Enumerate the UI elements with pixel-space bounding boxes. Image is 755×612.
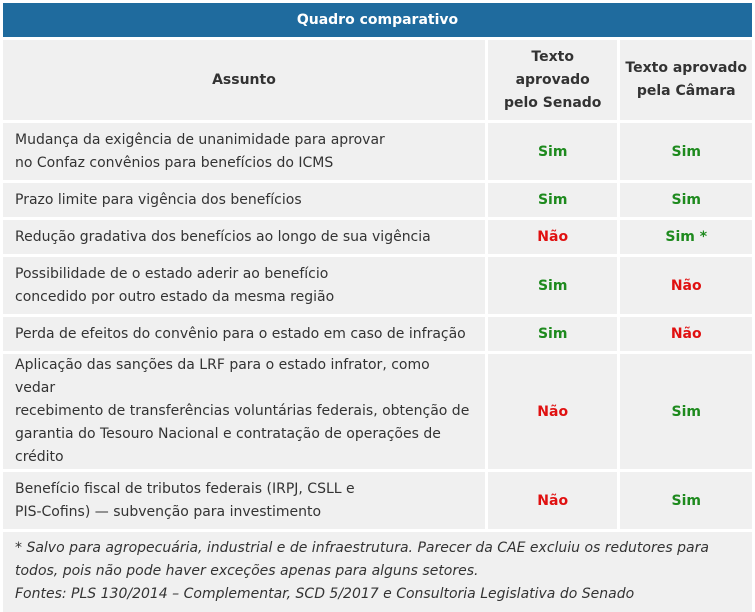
- header-chamber-line1: Texto aprovado: [625, 60, 748, 76]
- footnote-line: * Salvo para agropecuária, industrial e de infraestrutura. Parecer da CAE excluiu os redutores para: [15, 540, 709, 556]
- chamber-value: Sim: [620, 354, 752, 469]
- senate-value: Sim: [488, 317, 618, 351]
- footnote-line: todos, pois não pode haver exceções apenas para alguns setores.: [15, 563, 479, 579]
- senate-value: Sim: [488, 183, 618, 217]
- table-row: [3, 123, 752, 180]
- senate-value: Não: [488, 354, 618, 469]
- header-subject: Assunto: [3, 40, 485, 120]
- senate-value: Não: [488, 220, 618, 254]
- subject-line: PIS-Cofins) — subvenção para investimento: [15, 503, 322, 520]
- table-row: [3, 472, 752, 529]
- senate-value: Sim: [488, 123, 618, 180]
- chamber-value: Sim: [620, 183, 752, 217]
- header-senate: [488, 40, 618, 120]
- senate-value: Sim: [488, 257, 618, 314]
- chamber-value: Sim: [620, 123, 752, 180]
- row-subject: [3, 257, 485, 314]
- row-subject: [3, 472, 485, 529]
- table-row: [3, 257, 752, 314]
- comparison-table: [0, 37, 755, 532]
- chamber-value: Sim *: [620, 220, 752, 254]
- table-row: [3, 317, 752, 351]
- comparison-table-container: [3, 3, 752, 612]
- table-row: [3, 183, 752, 217]
- subject-line: Perda de efeitos do convênio para o estado em caso de infração: [15, 325, 466, 342]
- header-chamber-line2: pela Câmara: [636, 83, 736, 99]
- table-row: [3, 354, 752, 469]
- chamber-value: Sim: [620, 472, 752, 529]
- header-chamber: [620, 40, 752, 120]
- footnote: [3, 532, 752, 612]
- subject-line: concedido por outro estado da mesma região: [15, 288, 335, 305]
- subject-line: Mudança da exigência de unanimidade para aprovar: [15, 131, 385, 148]
- sources-line: Fontes: PLS 130/2014 – Complementar, SCD 5/2017 e Consultoria Legislativa do Senado: [15, 586, 635, 602]
- subject-line: Redução gradativa dos benefícios ao longo de sua vigência: [15, 228, 431, 245]
- row-subject: [3, 317, 485, 351]
- row-subject: [3, 183, 485, 217]
- subject-line: crédito: [15, 449, 64, 465]
- subject-line: no Confaz convênios para benefícios do ICMS: [15, 154, 334, 171]
- row-subject: [3, 123, 485, 180]
- header-senate-line3: pelo Senado: [503, 94, 602, 111]
- row-subject: [3, 220, 485, 254]
- senate-value: Não: [488, 472, 618, 529]
- chamber-value: Não: [620, 257, 752, 314]
- subject-line: Possibilidade de o estado aderir ao benefício: [15, 265, 329, 282]
- header-senate-line2: aprovado: [515, 71, 590, 88]
- table-row: [3, 220, 752, 254]
- row-subject: [3, 354, 485, 469]
- subject-line: Aplicação das sanções da LRF para o estado infrator, como vedar: [15, 357, 430, 396]
- chamber-value: Não: [620, 317, 752, 351]
- subject-line: Benefício fiscal de tributos federais (IRPJ, CSLL e: [15, 480, 355, 497]
- table-title: Quadro comparativo: [3, 3, 752, 37]
- header-senate-line1: Texto: [531, 48, 574, 65]
- subject-line: recebimento de transferências voluntárias federais, obtenção de: [15, 403, 470, 419]
- subject-line: garantia do Tesouro Nacional e contratação de operações de: [15, 426, 441, 442]
- subject-line: Prazo limite para vigência dos benefícios: [15, 191, 302, 208]
